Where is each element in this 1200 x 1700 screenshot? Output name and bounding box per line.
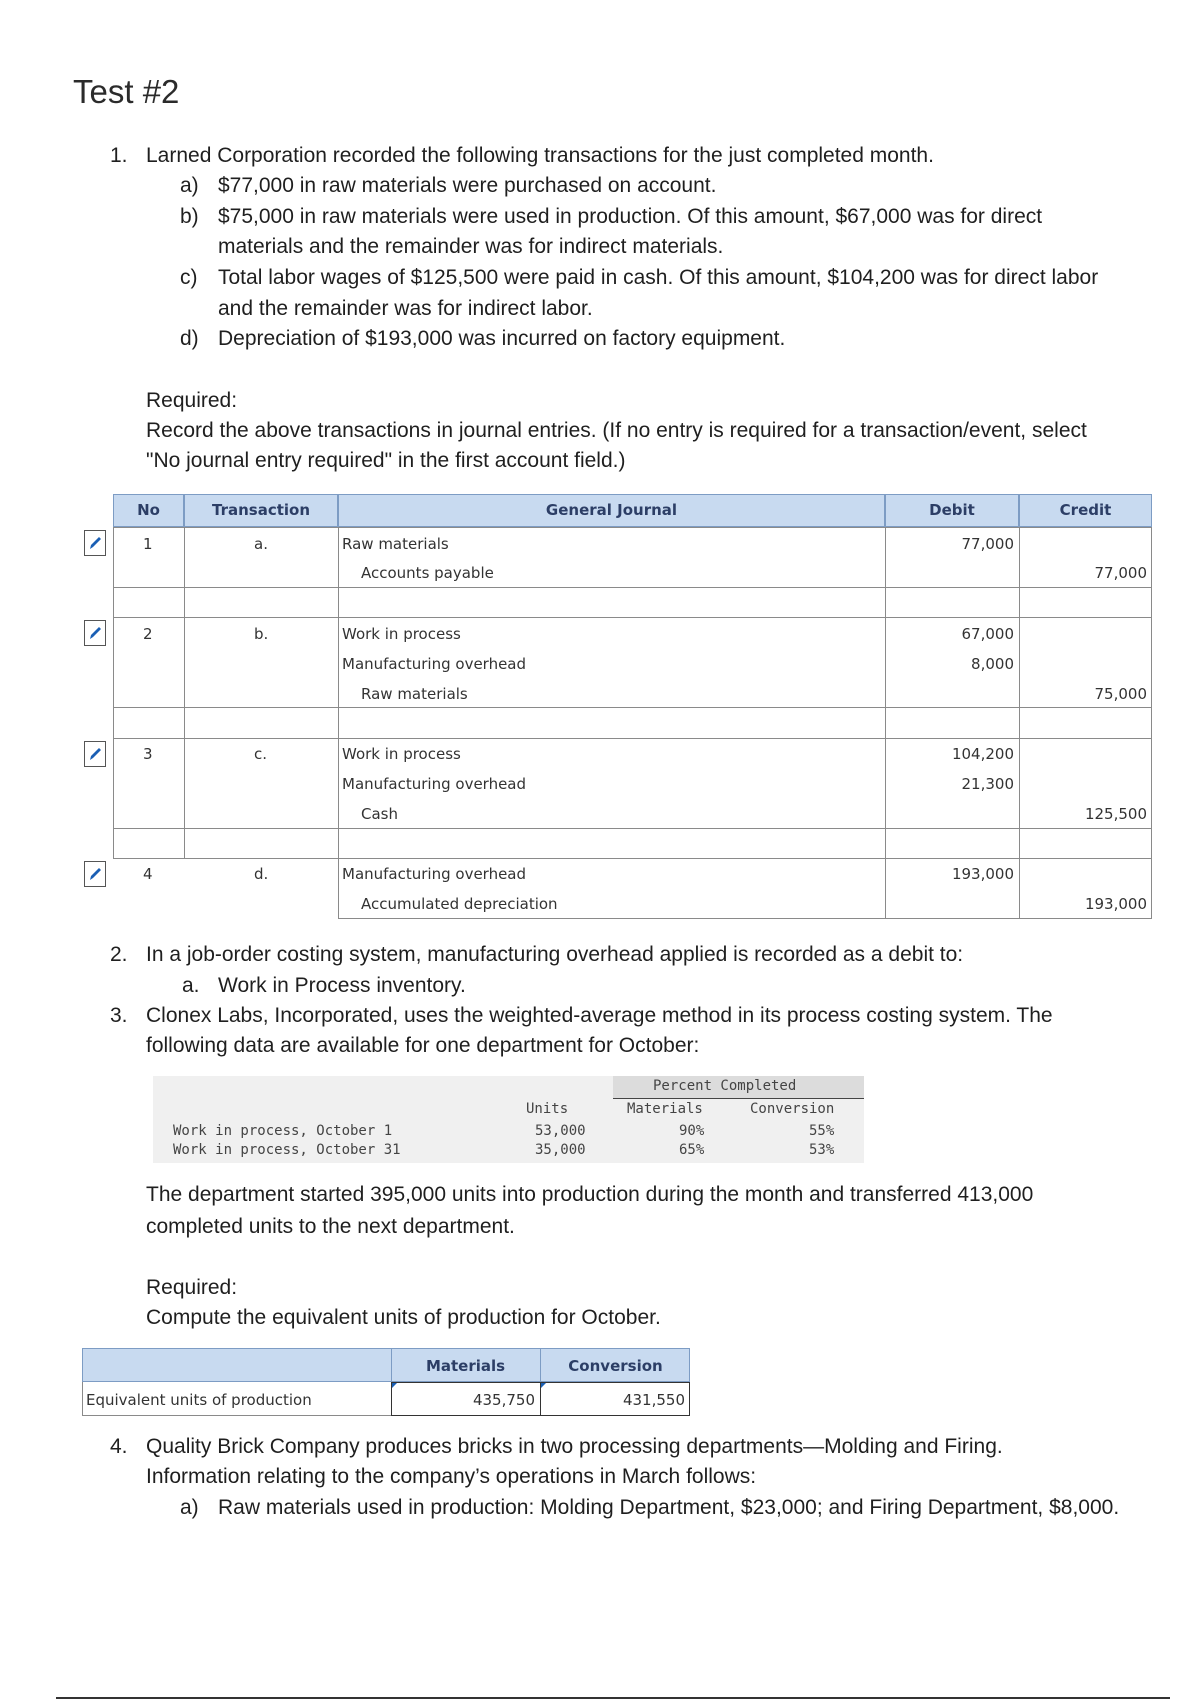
- header-credit: Credit: [1019, 494, 1152, 527]
- journal-grid: [113, 707, 1152, 708]
- entry-2-account-3[interactable]: Raw materials: [361, 685, 468, 703]
- edit-entry-1-button[interactable]: [84, 530, 106, 556]
- q3-after-text-2: completed units to the next department.: [146, 1215, 515, 1238]
- entry-3-transaction: c.: [254, 745, 268, 763]
- q1-item-c-label: c): [180, 266, 198, 289]
- percent-header-rule: [613, 1098, 864, 1099]
- row-2-materials: 65%: [679, 1142, 705, 1158]
- process-data-table: [153, 1076, 864, 1163]
- entry-3-debit-1[interactable]: 104,200: [951, 745, 1014, 763]
- eu-row-label: Equivalent units of production: [86, 1391, 312, 1409]
- q1-number: 1.: [110, 144, 128, 167]
- pencil-icon: [87, 865, 103, 883]
- entry-1-account-1[interactable]: Raw materials: [342, 535, 449, 553]
- entry-3-account-2[interactable]: Manufacturing overhead: [342, 775, 527, 793]
- q1-item-d-label: d): [180, 327, 199, 350]
- journal-grid: [1151, 527, 1152, 919]
- q3-number: 3.: [110, 1004, 128, 1027]
- q3-required-text: Compute the equivalent units of production for October.: [146, 1306, 661, 1329]
- q1-required-text-2: "No journal entry required" in the first account field.): [146, 449, 626, 472]
- entry-4-credit-2[interactable]: 193,000: [1084, 895, 1147, 913]
- journal-grid: [113, 858, 1152, 859]
- journal-grid: [113, 587, 1152, 588]
- journal-grid: [113, 527, 1152, 528]
- entry-2-debit-2[interactable]: 8,000: [971, 655, 1014, 673]
- q1-item-a-text: $77,000 in raw materials were purchased on account.: [218, 174, 717, 197]
- entry-3-debit-2[interactable]: 21,300: [961, 775, 1014, 793]
- journal-grid: [113, 617, 1152, 618]
- percent-completed-header: Percent Completed: [653, 1078, 797, 1094]
- entry-2-no: 2: [143, 625, 153, 643]
- row-1-materials: 90%: [679, 1123, 705, 1139]
- q1-item-b-label: b): [180, 205, 199, 228]
- eu-conversion-marker: [541, 1383, 546, 1388]
- q1-item-b-text-2: materials and the remainder was for indirect materials.: [218, 235, 724, 258]
- header-general-journal: General Journal: [338, 494, 885, 527]
- col-units: Units: [526, 1101, 569, 1117]
- q4-text-2: Information relating to the company’s operations in March follows:: [146, 1465, 757, 1488]
- entry-1-credit-2[interactable]: 77,000: [1094, 564, 1147, 582]
- q4-item-a-label: a): [180, 1496, 199, 1519]
- entry-4-account-1[interactable]: Manufacturing overhead: [342, 865, 527, 883]
- q1-item-c-text-2: and the remainder was for indirect labor.: [218, 297, 593, 320]
- row-1-conversion: 55%: [809, 1123, 835, 1139]
- entry-3-credit-3[interactable]: 125,500: [1084, 805, 1147, 823]
- row-2-units: 35,000: [535, 1142, 586, 1158]
- col-materials: Materials: [627, 1101, 703, 1117]
- eu-materials-value: 435,750: [472, 1391, 535, 1409]
- entry-3-account-3[interactable]: Cash: [361, 805, 398, 823]
- q3-text: Clonex Labs, Incorporated, uses the weighted-average method in its process costing system. The: [146, 1004, 1053, 1027]
- entry-4-transaction: d.: [254, 865, 269, 883]
- q3-text-2: following data are available for one department for October:: [146, 1034, 700, 1057]
- q2-text: In a job-order costing system, manufacturing overhead applied is recorded as a debit to:: [146, 943, 964, 966]
- q1-item-b-text: $75,000 in raw materials were used in production. Of this amount, $67,000 was for direct: [218, 205, 1043, 228]
- entry-2-debit-1[interactable]: 67,000: [961, 625, 1014, 643]
- header-no: No: [113, 494, 184, 527]
- pencil-icon: [87, 534, 103, 552]
- eu-conversion-value: 431,550: [622, 1391, 685, 1409]
- journal-grid: [113, 828, 1152, 829]
- q4-number: 4.: [110, 1435, 128, 1458]
- q2-answer-label: a.: [182, 974, 200, 997]
- q1-required-text: Record the above transactions in journal entries. (If no entry is required for a transaction/event, select: [146, 419, 1087, 442]
- q3-required-label: Required:: [146, 1276, 238, 1299]
- entry-3-account-1[interactable]: Work in process: [342, 745, 461, 763]
- eu-materials-marker: [392, 1383, 397, 1388]
- edit-entry-3-button[interactable]: [84, 741, 106, 767]
- row-2-label: Work in process, October 31: [173, 1142, 401, 1158]
- page-title: Test #2: [73, 73, 180, 110]
- row-2-conversion: 53%: [809, 1142, 835, 1158]
- q1-item-c-text: Total labor wages of $125,500 were paid in cash. Of this amount, $104,200 was for direct labor: [218, 266, 1099, 289]
- journal-grid: [184, 527, 185, 858]
- entry-1-account-2[interactable]: Accounts payable: [361, 564, 494, 582]
- journal-grid: [338, 527, 339, 919]
- journal-grid: [885, 527, 886, 919]
- eu-col-materials: Materials: [425, 1357, 506, 1375]
- pencil-icon: [87, 745, 103, 763]
- q2-number: 2.: [110, 943, 128, 966]
- header-transaction: Transaction: [184, 494, 338, 527]
- entry-4-account-2[interactable]: Accumulated depreciation: [361, 895, 558, 913]
- entry-2-account-1[interactable]: Work in process: [342, 625, 461, 643]
- entry-4-debit-1[interactable]: 193,000: [951, 865, 1014, 883]
- entry-3-no: 3: [143, 745, 153, 763]
- q2-answer: Work in Process inventory.: [218, 974, 466, 997]
- header-debit: Debit: [885, 494, 1019, 527]
- q3-after-text: The department started 395,000 units into production during the month and transferred 413,000: [146, 1183, 1034, 1206]
- q4-item-a-text: Raw materials used in production: Molding Department, $23,000; and Firing Department, $8,000.: [218, 1496, 1120, 1519]
- q1-required-label: Required:: [146, 389, 238, 412]
- edit-entry-2-button[interactable]: [84, 620, 106, 646]
- col-conversion: Conversion: [750, 1101, 835, 1117]
- q4-text: Quality Brick Company produces bricks in two processing departments—Molding and Firing.: [146, 1435, 1003, 1458]
- pencil-icon: [87, 624, 103, 642]
- entry-1-no: 1: [143, 535, 153, 553]
- row-1-units: 53,000: [535, 1123, 586, 1139]
- journal-grid: [113, 527, 114, 858]
- eu-col-conversion: Conversion: [568, 1357, 663, 1375]
- row-1-label: Work in process, October 1: [173, 1123, 393, 1139]
- entry-2-account-2[interactable]: Manufacturing overhead: [342, 655, 527, 673]
- entry-2-transaction: b.: [254, 625, 269, 643]
- entry-4-no: 4: [143, 865, 153, 883]
- q1-item-a-label: a): [180, 174, 199, 197]
- entry-1-debit-1[interactable]: 77,000: [961, 535, 1014, 553]
- page-bottom-rule: [56, 1697, 1170, 1699]
- journal-grid: [338, 918, 1152, 919]
- entry-2-credit-3[interactable]: 75,000: [1094, 685, 1147, 703]
- edit-entry-4-button[interactable]: [84, 861, 106, 887]
- journal-grid: [1019, 527, 1020, 919]
- journal-grid: [113, 738, 1152, 739]
- entry-1-transaction: a.: [254, 535, 268, 553]
- q1-item-d-text: Depreciation of $193,000 was incurred on factory equipment.: [218, 327, 786, 350]
- q1-text: Larned Corporation recorded the following transactions for the just completed month.: [146, 144, 934, 167]
